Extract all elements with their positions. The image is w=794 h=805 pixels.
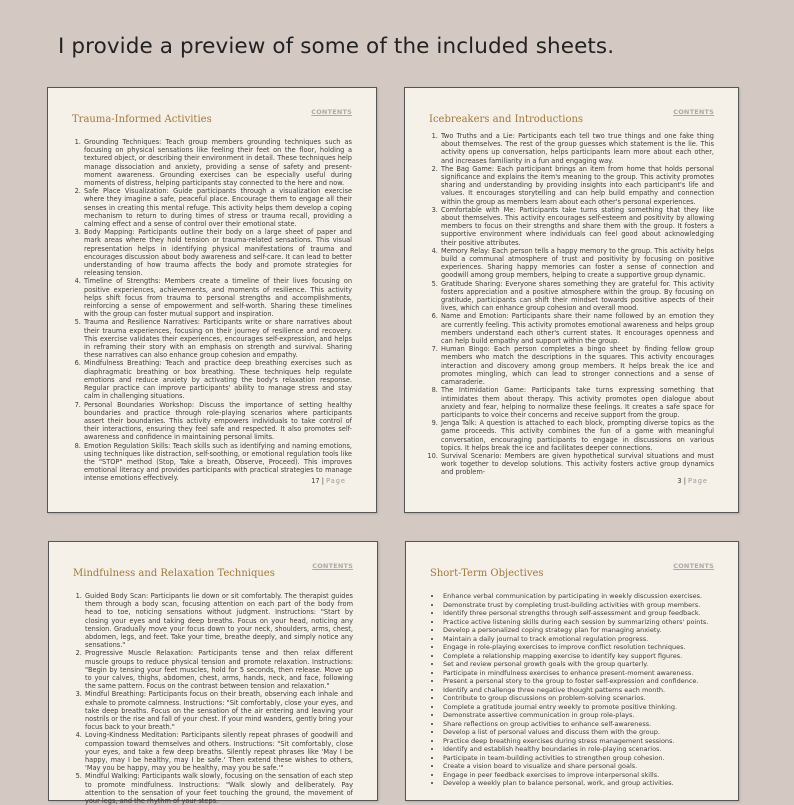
list-item: • Complete a gratitude journal entry weekly to promote positive thinking. [442, 703, 714, 712]
list-item: • Identify and establish healthy boundaries in role-playing scenarios. [442, 745, 714, 754]
contents-link[interactable]: CONTENTS [312, 562, 353, 570]
list-item: • Maintain a daily journal to track emotional regulation progress. [442, 635, 714, 644]
list-item: • Participate in team-building activities to strengthen group cohesion. [442, 754, 714, 763]
list-item: 7. Human Bingo: Each person completes a bingo sheet by finding fellow group members who match the descriptions in the squares. This activity encourages interaction and discovery among group members. It helps break the ice and promotes mingling, which can lead to stronger connections and a sense of camaraderie. [440, 345, 714, 386]
list-item: 5. Trauma and Resilience Narratives: Participants write or share narratives about their trauma experiences, focusing on their journey of resilience and recovery. This exercise validates their experiences, encourages self-expression, and helps in reframing their story with an emphasis on strength and survival. Sharing these narratives can also enhance group cohesion and empathy. [83, 318, 352, 359]
list-item: 2. Progressive Muscle Relaxation: Participants tense and then relax different muscle groups to reduce physical tension and promote relaxation. Instructions: "Begin by tensing your feet muscles, hold for 5 seconds, then release. Move up to your calves, thighs, abdomen, chest, arms, hands, neck, and face, following the same pattern. Focus on the contrast between tension and relaxation." [84, 649, 353, 690]
page-number-value: 17 [311, 477, 320, 485]
sheet-title: Mindfulness and Relaxation Techniques [73, 568, 275, 579]
activity-list [72, 138, 352, 483]
list-item: • Participate in mindfulness exercises to enhance present-moment awareness. [442, 669, 714, 678]
contents-link[interactable]: CONTENTS [311, 108, 352, 116]
contents-link[interactable]: CONTENTS [673, 108, 714, 116]
list-item: 1. Grounding Techniques: Teach group members grounding techniques such as focusing on physical sensations like feeling their feet on the floor, holding a textured object, or describing their environment in detail. These techniques help manage dissociation and anxiety, providing a sense of safety and present-moment awareness. Grounding exercises can be especially useful during moments of distress, helping participants stay connected to the here and now. [83, 138, 352, 187]
list-item: • Develop a list of personal values and discuss them with the group. [442, 728, 714, 737]
sheet-title: Trauma-Informed Activities [72, 114, 212, 125]
page-number [311, 477, 346, 485]
list-item: • Identify three personal strengths through self-assessment and group feedback. [442, 609, 714, 618]
list-item: 3. Mindful Breathing: Participants focus on their breath, observing each inhale and exhale to promote calmness. Instructions: "Sit comfortably, close your eyes, and take deep breaths. Focus on the sensation of the air entering and leaving your nostrils or the rise and fall of your chest. If your mind wanders, gently bring your focus back to your breath." [84, 690, 353, 731]
list-item: 2. Safe Place Visualization: Guide participants through a visualization exercise where they imagine a safe, peaceful place. Encourage them to engage all their senses in creating this mental refuge. This activity helps them develop a coping mechanism to return to during times of stress or trauma recall, providing a calming effect and a sense of control over their emotional state. [83, 187, 352, 228]
list-item: • Demonstrate assertive communication in group role-plays. [442, 711, 714, 720]
sheet-preview-mindfulness [48, 541, 378, 805]
list-item: 7. Personal Boundaries Workshop: Discuss the importance of setting healthy boundaries and practice through role-playing scenarios where participants assert their boundaries. This activity empowers individuals to take control of their interactions, ensuring they feel safe and respected. It also promotes self-awareness and confidence in maintaining personal limits. [83, 401, 352, 442]
page-number [677, 477, 708, 485]
list-item: 6. Name and Emotion: Participants share their name followed by an emotion they are currently feeling. This activity promotes emotional awareness and helps group members understand each other's current states. It encourages openness and can help build empathy and support within the group. [440, 312, 714, 345]
list-item: 9. Jenga Talk: A question is attached to each block, prompting diverse topics as the game proceeds. This activity combines the fun of a game with meaningful conversation, encouraging participants to engage in discussions on various topics. It helps break the ice and facilitates deeper connections. [440, 419, 714, 452]
page-label: Page [326, 477, 346, 485]
list-item: • Engage in role-playing exercises to improve conflict resolution techniques. [442, 643, 714, 652]
sheet-preview-icebreakers [404, 87, 739, 513]
list-item: 4. Loving-Kindness Meditation: Participants silently repeat phrases of goodwill and compassion toward themselves and others. Instructions: "Sit comfortably, close your eyes, and take a few deep breaths. Silently repeat phrases like 'May I be happy, may I be healthy, may I be safe.' Then extend these wishes to others, 'May you be happy, may you be healthy, may you be safe.'" [84, 731, 353, 772]
contents-link[interactable]: CONTENTS [673, 562, 714, 570]
list-item: 5. Gratitude Sharing: Everyone shares something they are grateful for. This activity fosters appreciation and a positive atmosphere within the group. By focusing on gratitude, participants can shift their mindset towards positive aspects of their lives, which can enhance group cohesion and overall mood. [440, 280, 714, 313]
list-item: 10. Survival Scenario: Members are given hypothetical survival situations and must work together to develop solutions. This activity fosters active group dynamics and problem- [440, 452, 714, 477]
list-item: • Identify and challenge three negative thought patterns each month. [442, 686, 714, 695]
sheet-preview-trauma-informed [47, 87, 377, 513]
sheet-preview-short-term-objectives [405, 541, 739, 801]
sheet-title: Icebreakers and Introductions [429, 114, 584, 125]
list-item: 4. Timeline of Strengths: Members create a timeline of their lives focusing on positive experiences, achievements, and moments of resilience. This activity helps shift focus from trauma to personal strengths and accomplishments, reinforcing a sense of empowerment and self-worth. Sharing these timelines with the group can foster mutual support and inspiration. [83, 277, 352, 318]
list-item: • Practice deep breathing exercises during stress management sessions. [442, 737, 714, 746]
list-item: 4. Memory Relay: Each person tells a happy memory to the group. This activity helps build a communal atmosphere of trust and positivity by focusing on positive experiences. Sharing happy memories can foster a sense of connection and goodwill among group members, helping to create a supportive group dynamic. [440, 247, 714, 280]
list-item: • Practice active listening skills during each session by summarizing others' points. [442, 618, 714, 627]
sheet-title: Short-Term Objectives [430, 568, 544, 579]
page-separator: | [683, 477, 686, 485]
list-item: • Enhance verbal communication by participating in weekly discussion exercises. [442, 592, 714, 601]
list-item: 1. Two Truths and a Lie: Participants each tell two true things and one fake thing about themselves. The rest of the group guesses which statement is the lie. This activity opens up conversation, helps participants learn more about each other, and increases familiarity in a fun and engaging way. [440, 132, 714, 165]
objective-list [430, 592, 714, 788]
list-item: • Develop a weekly plan to balance personal, work, and group activities. [442, 779, 714, 788]
technique-list [73, 592, 353, 805]
list-item: 2. The Bag Game: Each participant brings an item from home that holds personal significance and explains the item's meaning to the group. This activity promotes sharing and understanding by providing insights into each participant's life and values. It encourages storytelling and can help build empathy and connection within the group as members learn about each other's personal experiences. [440, 165, 714, 206]
list-item: • Demonstrate trust by completing trust-building activities with group members. [442, 601, 714, 610]
list-item: 5. Mindful Walking: Participants walk slowly, focusing on the sensation of each step to promote mindfulness. Instructions: "Walk slowly and deliberately. Pay attention to the sensation of your feet touching the ground, the movement of your legs, and the rhythm of your steps. [84, 772, 353, 805]
page-number-value: 3 [677, 477, 682, 485]
list-item: • Develop a personalized coping strategy plan for managing anxiety. [442, 626, 714, 635]
page-label: Page [688, 477, 708, 485]
list-item: 8. The Intimidation Game: Participants take turns expressing something that intimidates them about therapy. This activity promotes open dialogue about anxiety and fear, helping to normalize these feelings. It creates a safe space for participants to voice their concerns and receive support from the group. [440, 386, 714, 419]
activity-list [429, 132, 714, 477]
list-item: • Create a vision board to visualize and share personal goals. [442, 762, 714, 771]
list-item: 3. Body Mapping: Participants outline their body on a large sheet of paper and mark areas where they hold tension or trauma-related sensations. This visual representation helps in identifying physical manifestations of trauma and encourages discussion about body awareness and self-care. It can lead to better understanding of how trauma affects the body and promote strategies for releasing tension. [83, 228, 352, 277]
list-item: • Present a personal story to the group to foster self-expression and confidence. [442, 677, 714, 686]
page-separator: | [321, 477, 324, 485]
list-item: • Share reflections on group activities to enhance self-awareness. [442, 720, 714, 729]
list-item: • Set and review personal growth goals with the group quarterly. [442, 660, 714, 669]
page-heading: I provide a preview of some of the included sheets. [58, 34, 615, 59]
list-item: 3. Comfortable with Me: Participants take turns stating something that they like about themselves. This activity encourages self-esteem and positivity by allowing members to focus on their strengths and share them with the group. It fosters a supportive environment where individuals can feel good about acknowledging their positive attributes. [440, 206, 714, 247]
list-item: • Contribute to group discussions on problem-solving scenarios. [442, 694, 714, 703]
list-item: • Complete a relationship mapping exercise to identify key support figures. [442, 652, 714, 661]
list-item: 6. Mindfulness Breathing: Teach and practice deep breathing exercises such as diaphragmatic breathing or box breathing. These techniques help regulate emotions and reduce anxiety by activating the body's relaxation response. Regular practice can improve participants' ability to manage stress and stay calm in challenging situations. [83, 359, 352, 400]
list-item: 1. Guided Body Scan: Participants lie down or sit comfortably. The therapist guides them through a body scan, focusing attention on each part of the body from head to toe, noticing sensations without judgment. Instructions: "Start by closing your eyes and taking deep breaths. Focus on your head, noticing any tension. Gradually move your focus down to your neck, shoulders, arms, chest, abdomen, legs, and feet. Take your time, breathe deeply, and simply notice any sensations." [84, 592, 353, 649]
list-item: • Engage in peer feedback exercises to improve interpersonal skills. [442, 771, 714, 780]
list-item: 8. Emotion Regulation Skills: Teach skills such as identifying and naming emotions, using techniques like distraction, self-soothing, or emotional regulation tools like the "STOP" method (Stop, Take a breath, Observe, Proceed). This improves emotional literacy and provides participants with practical strategies to manage intense emotions effectively. [83, 442, 352, 483]
